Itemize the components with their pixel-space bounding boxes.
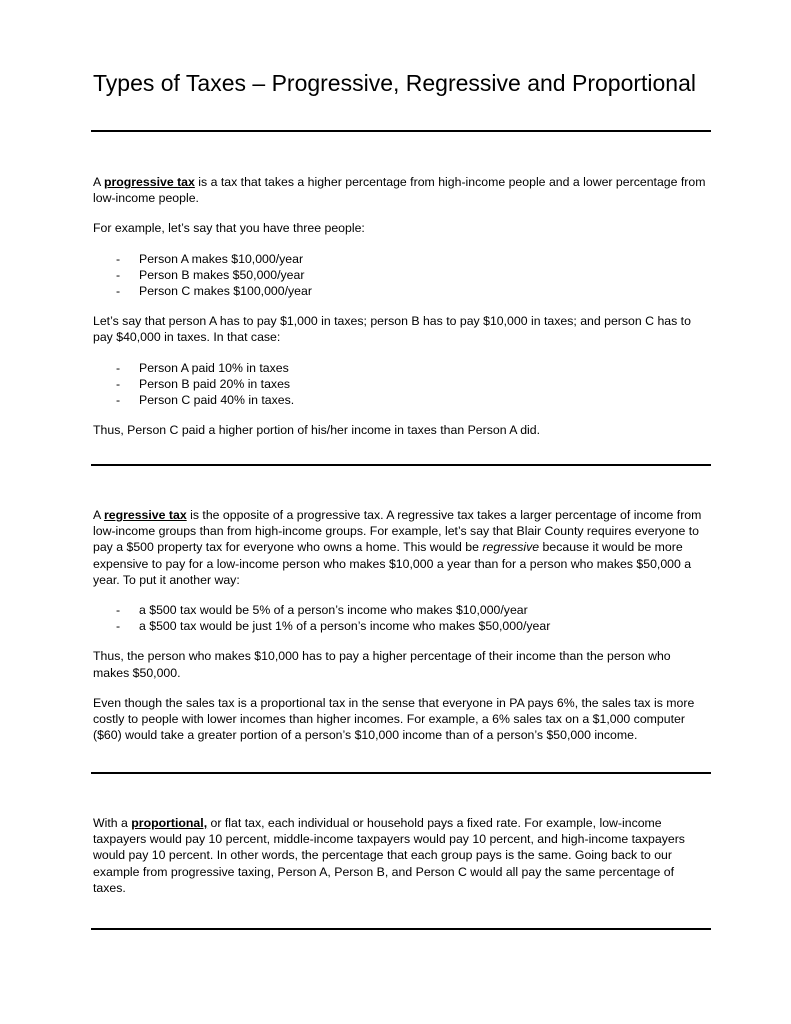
list-item-text: Person A makes $10,000/year — [139, 251, 304, 266]
list-item — [93, 267, 709, 283]
progressive-tax-section — [93, 174, 709, 438]
section-divider — [91, 772, 711, 774]
section-divider — [91, 928, 711, 930]
list-item — [93, 251, 709, 267]
percent-paid-list — [93, 360, 709, 409]
progressive-conclusion: Thus, Person C paid a higher portion of his/her income in taxes than Person A did. — [93, 423, 541, 438]
text-span: is a tax that takes a higher percentage from high-income people and a lower percentage from low-income people. — [93, 175, 706, 206]
sales-tax-paragraph: Even though the sales tax is a proportional tax in the sense that everyone in PA pays 6%, the sales tax is more costly to people with lower incomes than higher incomes. For example, a 6% sales tax on a $1,000 computer ($60) would take a greater portion of a person’s $10,000 income than of a person’s $50,000 income. — [93, 695, 695, 743]
dash-bullet: - — [116, 251, 121, 266]
dash-bullet: - — [116, 393, 121, 408]
text-span: With a — [93, 816, 132, 830]
list-item-text: Person A paid 10% in taxes — [139, 360, 289, 375]
list-item-text: Person B paid 20% in taxes — [139, 376, 291, 391]
dash-bullet: - — [116, 603, 121, 618]
proportional-tax-term: proportional, — [131, 816, 208, 830]
list-item — [93, 376, 709, 392]
proportional-definition — [93, 815, 709, 896]
dash-bullet: - — [116, 360, 121, 375]
text-span: A — [93, 508, 104, 522]
regressive-conclusion: Thus, the person who makes $10,000 has to pay a higher percentage of their income than the person who makes $50,000. — [93, 649, 671, 680]
regressive-examples-list — [93, 602, 709, 634]
list-item-text: Person C paid 40% in taxes. — [139, 393, 295, 408]
text-span: is the opposite of a progressive tax. A regressive tax takes a larger percentage of income from low-income groups than from high-income groups. For example, let’s say that Blair County requires everyone to pay a $500 property tax for everyone who owns a home. This would be — [93, 508, 702, 555]
taxes-paid-text: Let’s say that person A has to pay $1,000 in taxes; person B has to pay $10,000 in taxes; and person C has to pay $40,000 in taxes. In that case: — [93, 314, 691, 345]
progressive-definition — [93, 174, 709, 206]
regressive-italic: regressive — [482, 540, 540, 555]
regressive-tax-section — [93, 507, 709, 743]
proportional-tax-section — [93, 815, 709, 896]
list-item-text: a $500 tax would be 5% of a person’s income who makes $10,000/year — [139, 603, 528, 618]
text-span: because it would be more expensive to pay for a low-income person who makes $10,000 a year than for a person who makes $50,000 a year. To put it another way: — [93, 540, 692, 587]
page-title: Types of Taxes – Progressive, Regressive and Proportional — [93, 70, 696, 96]
list-item-text: a $500 tax would be just 1% of a person’s income who makes $50,000/year — [139, 619, 551, 634]
section-divider — [91, 464, 711, 466]
regressive-tax-term: regressive tax — [103, 508, 187, 522]
list-item — [93, 392, 709, 408]
dash-bullet: - — [116, 619, 121, 634]
list-item-text: Person C makes $100,000/year — [139, 284, 312, 299]
regressive-definition — [93, 507, 709, 588]
progressive-tax-term: progressive tax — [103, 175, 195, 189]
list-item-text: Person B makes $50,000/year — [139, 267, 305, 282]
text-span: or flat tax, each individual or household pays a fixed rate. For example, low-income taxpayers would pay 10 percent, middle-income taxpayers would pay 10 percent, and high-income taxpayers would pay 10 percent. In other words, the percentage that each group pays is the same. Going back to our example from progressive taxing, Person A, Person B, and Person C would all pay the same percentage of taxes. — [93, 816, 685, 895]
list-item — [93, 360, 709, 376]
dash-bullet: - — [116, 284, 121, 299]
list-item — [93, 602, 709, 618]
dash-bullet: - — [116, 376, 121, 391]
text-span: A — [93, 175, 104, 189]
list-item — [93, 618, 709, 634]
section-divider — [91, 130, 711, 132]
example-intro: For example, let’s say that you have three people: — [93, 221, 365, 236]
list-item — [93, 283, 709, 299]
people-income-list — [93, 251, 709, 300]
dash-bullet: - — [116, 267, 121, 282]
